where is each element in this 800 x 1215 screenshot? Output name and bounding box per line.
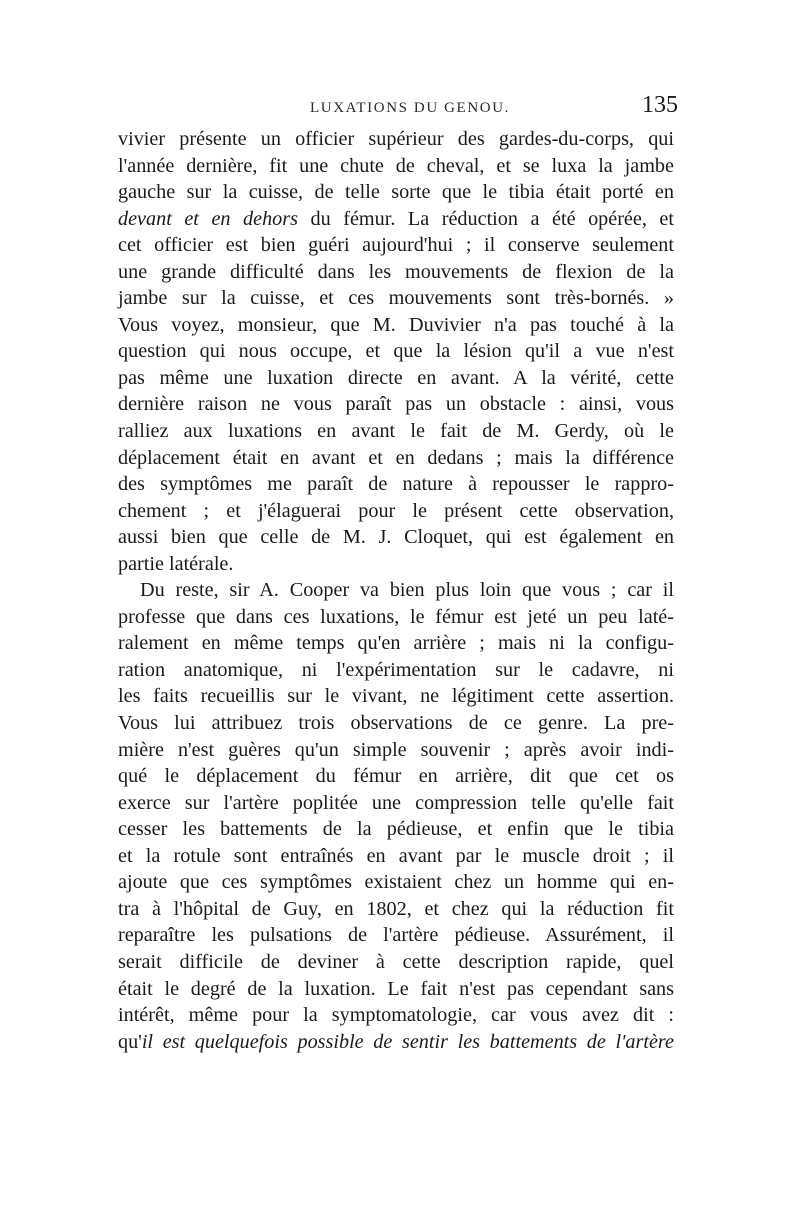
text-line	[118, 312, 674, 339]
text-span: du fémur. La réduction a été opérée, et	[298, 207, 675, 230]
text-line	[118, 259, 674, 286]
text-span: reparaître les pulsations de l'artère pédieuse. Assurément, il	[118, 924, 674, 947]
text-span: ralement en même temps qu'en arrière ; mais ni la configu-	[118, 632, 674, 655]
text-span: dernière raison ne vous paraît pas un obstacle : ainsi, vous	[118, 393, 674, 416]
text-span: exerce sur l'artère poplitée une compression telle qu'elle fait	[118, 791, 674, 814]
page-number: 135	[642, 92, 678, 118]
text-span: cesser les battements de la pédieuse, et enfin que le tibia	[118, 818, 674, 841]
text-span: qué le déplacement du fémur en arrière, dit que cet os	[118, 765, 674, 788]
text-span: aussi bien que celle de M. J. Cloquet, qui est également en	[118, 526, 674, 549]
text-span: cet officier est bien guéri aujourd'hui ; il conserve seulement	[118, 234, 674, 257]
text-span: et la rotule sont entraînés en avant par le muscle droit ; il	[118, 844, 674, 867]
body-text	[118, 126, 674, 1055]
text-line	[118, 869, 674, 896]
text-line	[118, 179, 674, 206]
text-span: ralliez aux luxations en avant le fait de M. Gerdy, où le	[118, 420, 674, 443]
text-span: professe que dans ces luxations, le fémur est jeté un peu laté-	[118, 605, 674, 628]
text-line	[118, 710, 674, 737]
text-span: des symptômes me paraît de nature à repousser le rappro-	[118, 473, 674, 496]
text-line	[118, 153, 674, 180]
text-line	[118, 524, 674, 551]
text-span: ration anatomique, ni l'expérimentation sur le cadavre, ni	[118, 658, 674, 681]
text-line	[118, 418, 674, 445]
text-span: Du reste, sir A. Cooper va bien plus loin que vous ; car il	[140, 579, 674, 602]
text-line	[118, 896, 674, 923]
text-span: déplacement était en avant et en dedans ; mais la différence	[118, 446, 674, 469]
running-head: LUXATIONS DU GENOU.	[310, 100, 510, 116]
text-line	[118, 763, 674, 790]
text-span: vivier présente un officier supérieur des gardes-du-corps, qui	[118, 128, 674, 150]
text-line	[118, 551, 674, 578]
text-line	[118, 1002, 674, 1029]
text-span: tra à l'hôpital de Guy, en 1802, et chez qui la réduction fit	[118, 897, 674, 920]
text-span: partie latérale.	[118, 552, 234, 575]
text-line	[118, 391, 674, 418]
text-span: jambe sur la cuisse, et ces mouvements sont très-bornés. »	[118, 287, 674, 310]
text-span: serait difficile de deviner à cette description rapide, quel	[118, 950, 674, 973]
text-line	[118, 790, 674, 817]
text-span: gauche sur la cuisse, de telle sorte que le tibia était porté en	[118, 181, 674, 204]
text-line	[118, 949, 674, 976]
text-line	[118, 843, 674, 870]
text-span: chement ; et j'élaguerai pour le présent cette observation,	[118, 499, 674, 522]
text-line	[118, 471, 674, 498]
text-line	[118, 206, 674, 233]
text-line	[118, 365, 674, 392]
text-line	[118, 498, 674, 525]
text-line	[118, 232, 674, 259]
text-line	[118, 630, 674, 657]
text-span: question qui nous occupe, et que la lésion qu'il a vue n'est	[118, 340, 674, 363]
text-line	[118, 683, 674, 710]
text-line	[118, 285, 674, 312]
text-line	[118, 737, 674, 764]
text-line	[118, 445, 674, 472]
text-line	[118, 976, 674, 1003]
text-span: Vous lui attribuez trois observations de ce genre. La pre-	[118, 712, 674, 735]
italic-text: devant et en dehors	[118, 207, 298, 230]
text-line	[118, 126, 674, 153]
text-line	[118, 604, 674, 631]
italic-text: il est quelquefois possible de sentir les battements de l'artère	[141, 1030, 674, 1053]
text-line	[118, 338, 674, 365]
text-span: pas même une luxation directe en avant. A la vérité, cette	[118, 366, 674, 389]
text-line	[118, 1029, 674, 1056]
text-line	[118, 577, 674, 604]
text-span: ajoute que ces symptômes existaient chez un homme qui en-	[118, 871, 674, 894]
text-span: les faits recueillis sur le vivant, ne légitiment cette assertion.	[118, 685, 674, 708]
text-span: mière n'est guères qu'un simple souvenir ; après avoir indi-	[118, 738, 674, 761]
text-span: Vous voyez, monsieur, que M. Duvivier n'a pas touché à la	[118, 313, 674, 336]
text-span: intérêt, même pour la symptomatologie, car vous avez dit :	[118, 1004, 674, 1027]
text-span: qu'	[118, 1030, 142, 1053]
text-span: une grande difficulté dans les mouvements de flexion de la	[118, 260, 674, 283]
text-line	[118, 657, 674, 684]
page-header	[118, 92, 678, 122]
text-line	[118, 816, 674, 843]
text-line	[118, 922, 674, 949]
text-span: l'année dernière, fit une chute de cheval, et se luxa la jambe	[118, 154, 674, 177]
text-span: était le degré de la luxation. Le fait n'est pas cependant sans	[118, 977, 674, 1000]
